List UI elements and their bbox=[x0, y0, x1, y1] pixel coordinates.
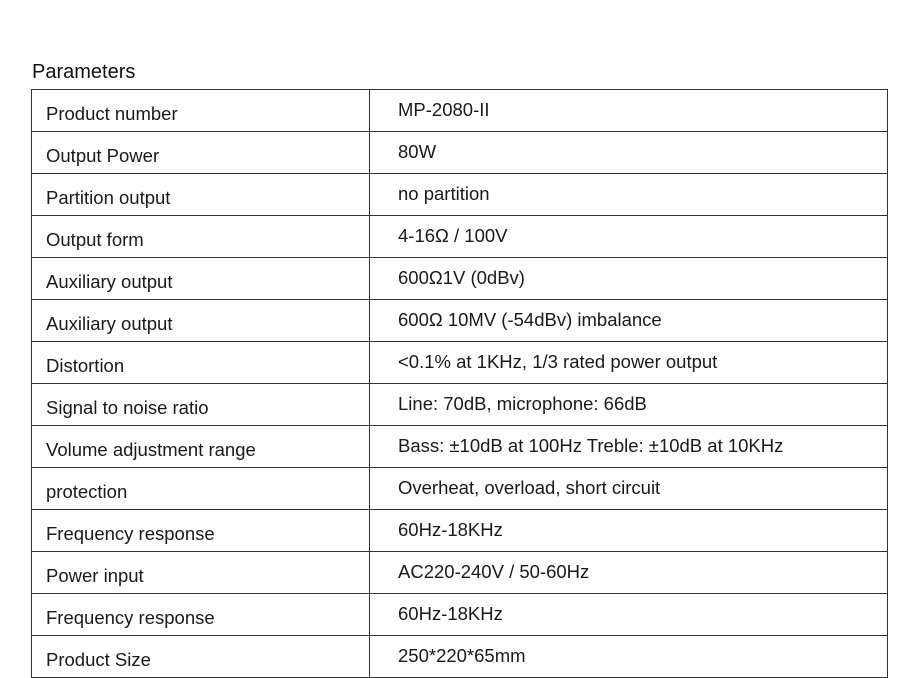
parameter-value: 60Hz-18KHz bbox=[370, 594, 888, 636]
table-row bbox=[32, 636, 888, 678]
parameter-value: 600Ω 10MV (-54dBv) imbalance bbox=[370, 300, 888, 342]
parameter-value: MP-2080-II bbox=[370, 90, 888, 132]
table-row bbox=[32, 426, 888, 468]
table-row bbox=[32, 174, 888, 216]
parameter-label: Signal to noise ratio bbox=[32, 384, 370, 426]
parameter-label: Frequency response bbox=[32, 594, 370, 636]
parameter-label: Output form bbox=[32, 216, 370, 258]
page-title: Parameters bbox=[32, 61, 136, 83]
parameter-value: 80W bbox=[370, 132, 888, 174]
parameter-label: Distortion bbox=[32, 342, 370, 384]
table-row bbox=[32, 468, 888, 510]
parameter-value: no partition bbox=[370, 174, 888, 216]
parameter-label: Partition output bbox=[32, 174, 370, 216]
parameter-value: AC220-240V / 50-60Hz bbox=[370, 552, 888, 594]
table-row bbox=[32, 342, 888, 384]
parameter-label: Volume adjustment range bbox=[32, 426, 370, 468]
parameter-label: Frequency response bbox=[32, 510, 370, 552]
parameter-label: protection bbox=[32, 468, 370, 510]
parameter-value: 60Hz-18KHz bbox=[370, 510, 888, 552]
table-row bbox=[32, 300, 888, 342]
table-row bbox=[32, 258, 888, 300]
table-row bbox=[32, 216, 888, 258]
table-row bbox=[32, 132, 888, 174]
parameter-label: Power input bbox=[32, 552, 370, 594]
parameter-label: Product number bbox=[32, 90, 370, 132]
parameter-label: Auxiliary output bbox=[32, 300, 370, 342]
parameter-value: 4-16Ω / 100V bbox=[370, 216, 888, 258]
parameter-value: Overheat, overload, short circuit bbox=[370, 468, 888, 510]
parameter-value: 600Ω1V (0dBv) bbox=[370, 258, 888, 300]
table-row bbox=[32, 510, 888, 552]
parameter-label: Auxiliary output bbox=[32, 258, 370, 300]
parameter-value: 250*220*65mm bbox=[370, 636, 888, 678]
table-row bbox=[32, 384, 888, 426]
parameter-value: Line: 70dB, microphone: 66dB bbox=[370, 384, 888, 426]
parameter-value: Bass: ±10dB at 100Hz Treble: ±10dB at 10KHz bbox=[370, 426, 888, 468]
parameter-label: Output Power bbox=[32, 132, 370, 174]
parameters-table bbox=[31, 89, 888, 678]
table-row bbox=[32, 594, 888, 636]
table-row bbox=[32, 90, 888, 132]
parameter-label: Product Size bbox=[32, 636, 370, 678]
parameter-value: <0.1% at 1KHz, 1/3 rated power output bbox=[370, 342, 888, 384]
table-row bbox=[32, 552, 888, 594]
